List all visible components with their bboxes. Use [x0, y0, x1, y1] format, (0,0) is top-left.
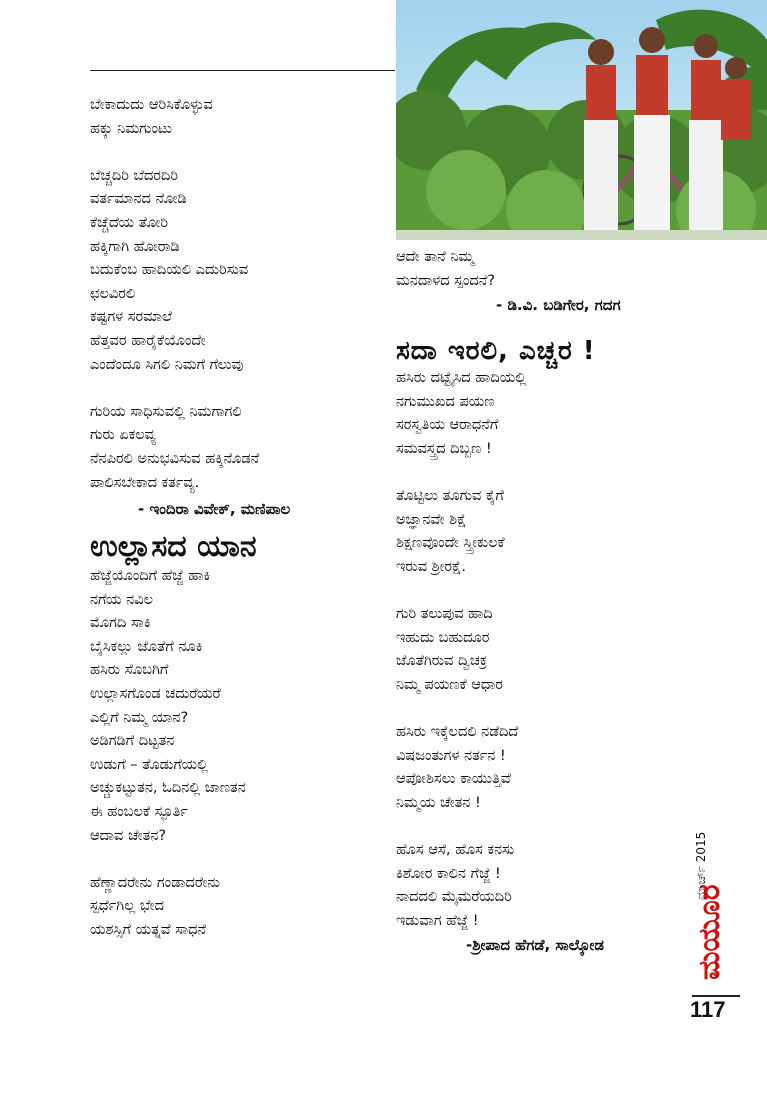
poem-line: ಮೊಗದಿ ಸಾಕಿ: [90, 615, 151, 632]
poem-line: ಈ ಹಂಬಲಕೆ ಸ್ಫೂರ್ತಿ: [90, 804, 188, 821]
poem-line: ವಿಷಜಂತುಗಳ ನರ್ತನ !: [396, 747, 506, 764]
poem-1: [90, 94, 390, 495]
poem-line: ನಗುಮುಖದ ಪಯಣ: [396, 393, 495, 410]
poem-line: ಇಹುದು ಬಹುದೂರ: [396, 629, 490, 646]
poem-2-title: ಉಲ್ಲಾಸದ ಯಾನ: [90, 529, 257, 565]
poem-line: ಆದೇ ತಾನೆ ನಿಮ್ಮ: [396, 249, 475, 265]
poem-line: ಅಜ್ಞಾನವೇ ಶಿಕ್ಷೆ: [396, 511, 467, 528]
poem-line: ಬದುಕೆಂಬ ಹಾದಿಯಲಿ ಎದುರಿಸುವ: [90, 262, 249, 279]
poem-line: ನಿಮ್ಮಯ ಚೇತನ !: [396, 794, 481, 811]
poem-1-credit: - ಇಂದಿರಾ ವಿವೇಕ್, ಮಣಿಪಾಲ: [138, 500, 291, 519]
poem-line: ನೆನಪಿರಲಿ ಅನುಭವಿಸುವ ಹಕ್ಕಿನೊಡನೆ: [90, 450, 260, 467]
poem-line: ಹೊಸ ಆಸೆ, ಹೊಸ ಕನಸು: [396, 842, 515, 859]
poem-line: ಹಕ್ಕು ನಿಮಗುಂಟು: [90, 120, 172, 137]
poem-line: ಆದಾವ ಚೇತನ?: [90, 827, 167, 844]
stanza-gap: [90, 377, 390, 401]
poem-line: ಬೈಸಿಕಲ್ಲು ಜೊತೆಗೆ ನೂಕಿ: [90, 638, 203, 655]
poem-line: ಆಪೋಶಿಸಲು ಕಾಯುತ್ತಿವೆ: [396, 771, 511, 788]
poem-line: ಹೆತ್ತವರ ಹಾರೈಕೆಯೊಂದೇ: [90, 332, 206, 349]
poem-3: [396, 367, 686, 933]
poem-2-part-2: [396, 246, 686, 293]
poem-line: ಛಲವಿರಲಿ: [90, 285, 136, 302]
poem-line: ಹಸಿರು ದಟ್ಟೈಸಿದ ಹಾದಿಯಲ್ಲಿ: [396, 370, 527, 387]
left-column: [90, 94, 390, 943]
poem-line: ಕೆಚ್ಚೆದೆಯ ತೋರಿ: [90, 214, 168, 231]
poem-line: ಉಲ್ಲಾಸಗೊಂಡ ಚದುರೆಯರೆ: [90, 686, 221, 703]
poem-line: ಅಡಿಗಡಿಗೆ ದಿಟ್ಟತನ: [90, 733, 175, 750]
poem-line: ವರ್ತಮಾನದ ನೋಡಿ: [90, 191, 187, 208]
poem-line: ಗುರಿ ತಲುಪುವ ಹಾದಿ: [396, 606, 493, 623]
stanza-gap: [396, 698, 686, 722]
photo-girls-with-bicycle: [396, 0, 767, 240]
poem-line: ಜೊತೆಗಿರುವ ದ್ವಿಚಕ್ರ: [396, 653, 487, 670]
poem-line: ಕಿಶೋರ ಕಾಲಿನ ಗೆಜ್ಜೆ !: [396, 865, 501, 882]
poem-line: ಶಿಕ್ಷಣವೊಂದೇ ಸ್ತ್ರೀಕುಲಕೆ: [396, 535, 505, 552]
poem-line: ನಿಮ್ಮ ಪಯಣಕೆ ಆಧಾರ: [396, 676, 503, 693]
poem-line: ಯಶಸ್ಸಿಗೆ ಯತ್ನವೆ ಸಾಧನೆ: [90, 922, 207, 938]
poem-line: ಎಲ್ಲಿಗೆ ನಿಮ್ಮ ಯಾನ?: [90, 709, 189, 726]
stanza-gap: [396, 580, 686, 604]
magazine-logo: ಮಯೂರ: [692, 884, 727, 980]
poem-line: ಪಾಲಿಸಬೇಕಾದ ಕರ್ತವ್ಯ.: [90, 474, 200, 491]
poem-line: ಹಕ್ಕಿಗಾಗಿ ಹೋರಾಡಿ: [90, 238, 180, 255]
poem-2-credit: - ಡಿ.ವಿ. ಬಡಿಗೇರ, ಗದಗ: [496, 296, 621, 315]
poem-line: ಗುರಿಯ ಸಾಧಿಸುವಲ್ಲಿ ನಿಮಗಾಗಲಿ: [90, 403, 242, 420]
poem-line: ಬೆಚ್ಚದಿರಿ ಬೆದರದಿರಿ: [90, 167, 178, 184]
poem-line: ನಾದದಲಿ ಮೈಮರೆಯದಿರಿ: [396, 889, 512, 906]
poem-line: ಇಡುವಾಗ ಹೆಜ್ಜೆ !: [396, 912, 479, 929]
poem-line: ಉಡುಗೆ – ತೊಡುಗೆಯಲ್ಲಿ: [90, 756, 208, 773]
poem-3-title: ಸದಾ ಇರಲಿ, ಎಚ್ಚರ !: [396, 336, 596, 367]
poem-line: ಬೇಕಾದುದು ಆರಿಸಿಕೊಳ್ಳುವ: [90, 97, 213, 113]
issue-date: ಮಾರ್ಚ್ 2015: [694, 831, 708, 900]
poem-2-part-1: [90, 565, 390, 943]
stanza-gap: [90, 141, 390, 165]
poem-line: ಹೆಜ್ಜೆಯೊಂದಿಗೆ ಹೆಜ್ಜೆ ಹಾಕಿ: [90, 568, 211, 585]
poem-line: ಹೆಣ್ಣಾದರೇನು ಗಂಡಾದರೇನು: [90, 874, 220, 891]
poem-line: ಕಷ್ಟಗಳ ಸರಮಾಲೆ: [90, 309, 173, 326]
top-rule: [90, 70, 395, 71]
poem-line: ಹಸಿರು ಸೊಬಗಿಗೆ: [90, 662, 169, 679]
poem-line: ಸಮವಸ್ತ್ರದ ದಿಬ್ಬಣ !: [396, 440, 492, 457]
poem-line: ಸರಸ್ವತಿಯ ಆರಾಧನೆಗೆ: [396, 417, 499, 434]
poem-line: ತೊಟ್ಟಿಲು ತೂಗುವ ಕೈಗೆ: [396, 488, 504, 505]
poem-line: ನಗೆಯ ನವಿಲ: [90, 591, 153, 608]
poem-line: ಇರುವ ಶ್ರೀರಕ್ಷೆ.: [396, 558, 467, 575]
poem-line: ಮನದಾಳದ ಸ್ಪಂದನೆ?: [396, 272, 496, 289]
poem-line: ಹಸಿರು ಇಕ್ಕೆಲದಲಿ ನಡೆದಿದೆ: [396, 724, 519, 741]
stanza-gap: [396, 462, 686, 486]
stanza-gap: [90, 848, 390, 872]
poem-line: ಸ್ಪರ್ಧೆಗಿಲ್ಲ ಭೇದ: [90, 898, 164, 915]
poem-line: ಗುರು ಏಕಲವ್ಯ: [90, 427, 156, 444]
poem-line: ಅಚ್ಚುಕಟ್ಟುತನ, ಓದಿನಲ್ಲಿ ಜಾಣತನ: [90, 780, 246, 797]
right-column: [396, 246, 686, 957]
poem-3-credit: -ಶ್ರೀಪಾದ ಹೆಗಡೆ, ಸಾಲ್ಕೋಡ: [466, 936, 604, 955]
poem-line: ಎಂದೆಂದೂ ಸಿಗಲಿ ನಿಮಗೆ ಗೆಲುವು: [90, 356, 244, 373]
stanza-gap: [396, 815, 686, 839]
page-number: 117: [690, 997, 726, 1022]
